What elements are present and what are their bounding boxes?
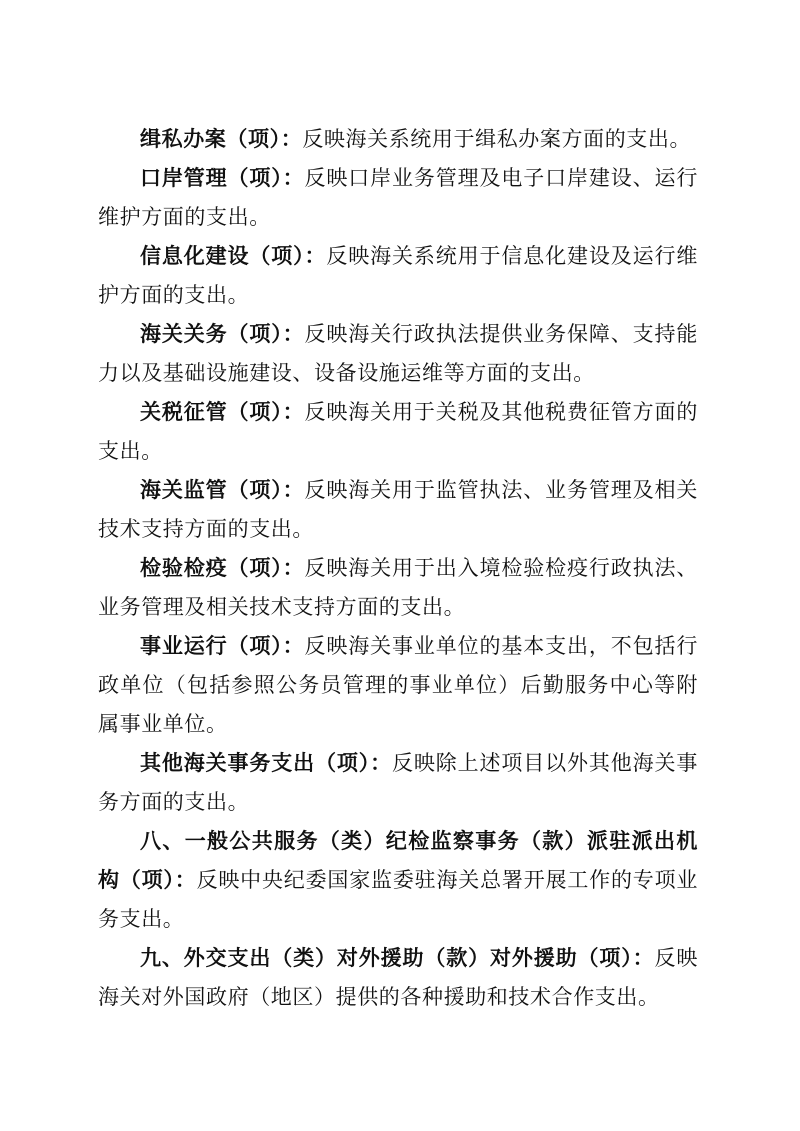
term-description: 反映海关对外国政府（地区）提供的各种援助和技术合作支出。 [98, 946, 698, 1009]
term-description: 反映海关行政执法提供业务保障、支持能力以及基础设施建设、设备设施运维等方面的支出。 [98, 322, 698, 385]
paragraph-foreign-aid [98, 939, 698, 1017]
paragraph-discipline-inspection [98, 822, 698, 939]
term-description: 反映海关事业单位的基本支出，不包括行政单位（包括参照公务员管理的事业单位）后勤服务中心等附属事业单位。 [98, 634, 698, 736]
term-label: 检验检疫（项）： [140, 556, 305, 580]
term-label: 口岸管理（项）： [140, 166, 305, 190]
term-description: 反映海关系统用于缉私办案方面的支出。 [302, 127, 692, 151]
paragraph-customs-affairs [98, 315, 698, 393]
paragraph-tariff-collection [98, 393, 698, 471]
term-description: 反映海关用于关税及其他税费征管方面的支出。 [98, 400, 698, 463]
paragraph-port-management [98, 159, 698, 237]
paragraph-customs-supervision [98, 471, 698, 549]
term-label: 九、外交支出（类）对外援助（款）对外援助（项）： [140, 946, 655, 970]
term-label: 关税征管（项）： [140, 400, 305, 424]
paragraph-inspection-quarantine [98, 549, 698, 627]
term-description: 反映除上述项目以外其他海关事务方面的支出。 [98, 751, 698, 814]
paragraph-institution-operation [98, 627, 698, 744]
term-label: 海关关务（项）： [140, 322, 305, 346]
document-body [98, 120, 698, 1017]
paragraph-other-customs-expenditure [98, 744, 698, 822]
term-label: 信息化建设（项）： [140, 244, 327, 268]
term-description: 反映海关用于出入境检验检疫行政执法、业务管理及相关技术支持方面的支出。 [98, 556, 698, 619]
term-label: 海关监管（项）： [140, 478, 305, 502]
paragraph-informatization [98, 237, 698, 315]
term-description: 反映海关用于监管执法、业务管理及相关技术支持方面的支出。 [98, 478, 698, 541]
term-description: 反映海关系统用于信息化建设及运行维护方面的支出。 [98, 244, 698, 307]
paragraph-smuggling-case [98, 120, 698, 159]
term-label: 其他海关事务支出（项）： [140, 751, 393, 775]
term-description: 反映口岸业务管理及电子口岸建设、运行维护方面的支出。 [98, 166, 698, 229]
term-description: 反映中央纪委国家监委驻海关总署开展工作的专项业务支出。 [98, 868, 698, 931]
term-label: 八、一般公共服务（类）纪检监察事务（款）派驻派出机构（项）： [98, 829, 698, 892]
term-label: 缉私办案（项）： [140, 127, 303, 151]
term-label: 事业运行（项）： [140, 634, 305, 658]
